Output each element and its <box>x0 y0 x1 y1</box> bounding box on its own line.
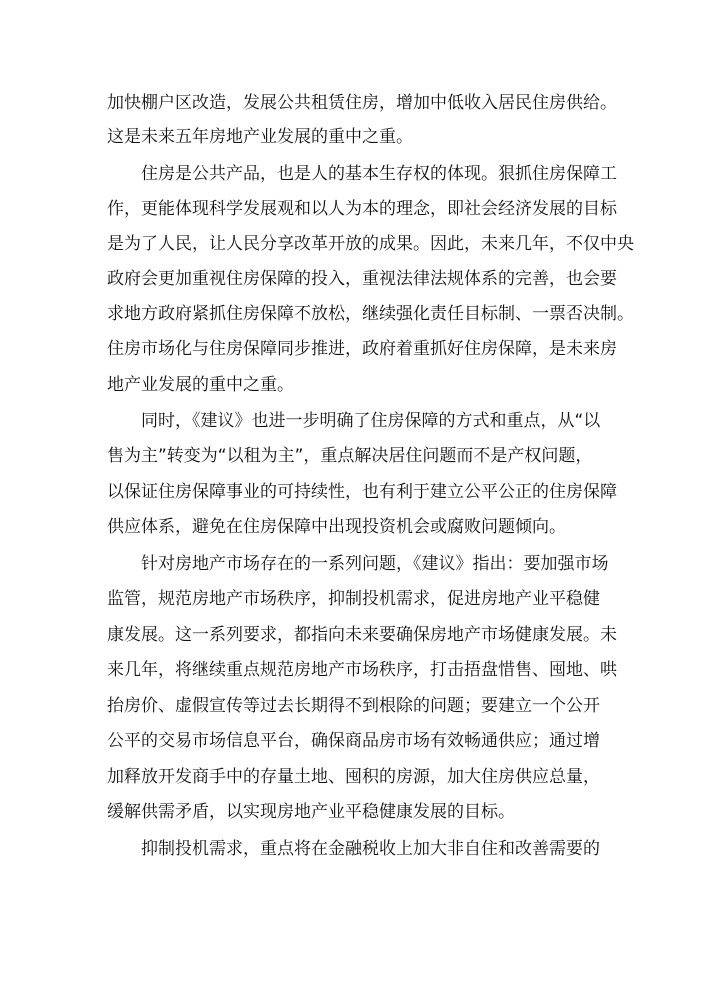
text-line: 地产业发展的重中之重。 <box>107 375 294 395</box>
text-line: 这是未来五年房地产业发展的重中之重。 <box>107 127 413 147</box>
text-line: 抬房价、虚假宣传等过去长期得不到根除的问题；要建立一个公开 <box>107 696 600 716</box>
text-line: 加释放开发商手中的存量土地、囤积的房源，加大住房供应总量， <box>107 767 600 787</box>
text-line: 作，更能体现科学发展观和以人为本的理念，即社会经济发展的目标 <box>107 199 617 219</box>
text-line: 售为主”转变为“以租为主”，重点解决居住问题而不是产权问题， <box>107 446 593 466</box>
text-line: 来几年，将继续重点规范房地产市场秩序，打击捂盘惜售、囤地、哄 <box>107 660 617 680</box>
text-line: 抑制投机需求，重点将在金融税收上加大非自住和改善需要的 <box>141 839 600 859</box>
text-line: 是为了人民，让人民分享改革开放的成果。因此，未来几年，不仅中央 <box>107 234 634 254</box>
text-line: 供应体系，避免在住房保障中出现投资机会或腐败问题倾向。 <box>107 517 566 537</box>
text-line: 缓解供需矛盾，以实现房地产业平稳健康发展的目标。 <box>107 802 515 822</box>
text-line: 针对房地产市场存在的一系列问题，《建议》指出：要加强市场 <box>141 554 609 574</box>
text-line: 政府会更加重视住房保障的投入，重视法律法规体系的完善，也会要 <box>107 269 617 289</box>
text-line: 以保证住房保障事业的可持续性，也有利于建立公平公正的住房保障 <box>107 482 617 502</box>
text-line: 康发展。这一系列要求，都指向未来要确保房地产市场健康发展。未 <box>107 625 617 645</box>
text-line: 公平的交易市场信息平台，确保商品房市场有效畅通供应；通过增 <box>107 731 600 751</box>
text-line: 加快棚户区改造，发展公共租赁住房，增加中低收入居民住房供给。 <box>107 93 617 113</box>
text-line: 住房市场化与住房保障同步推进，政府着重抓好住房保障，是未来房 <box>107 339 617 359</box>
text-line: 监管，规范房地产市场秩序，抑制投机需求，促进房地产业平稳健 <box>107 589 600 609</box>
text-line: 住房是公共产品，也是人的基本生存权的体现。狠抓住房保障工 <box>141 164 617 184</box>
text-line: 同时，《建议》也进一步明确了住房保障的方式和重点，从“以 <box>141 411 601 431</box>
text-line: 求地方政府紧抓住房保障不放松，继续强化责任目标制、一票否决制。 <box>107 304 634 324</box>
